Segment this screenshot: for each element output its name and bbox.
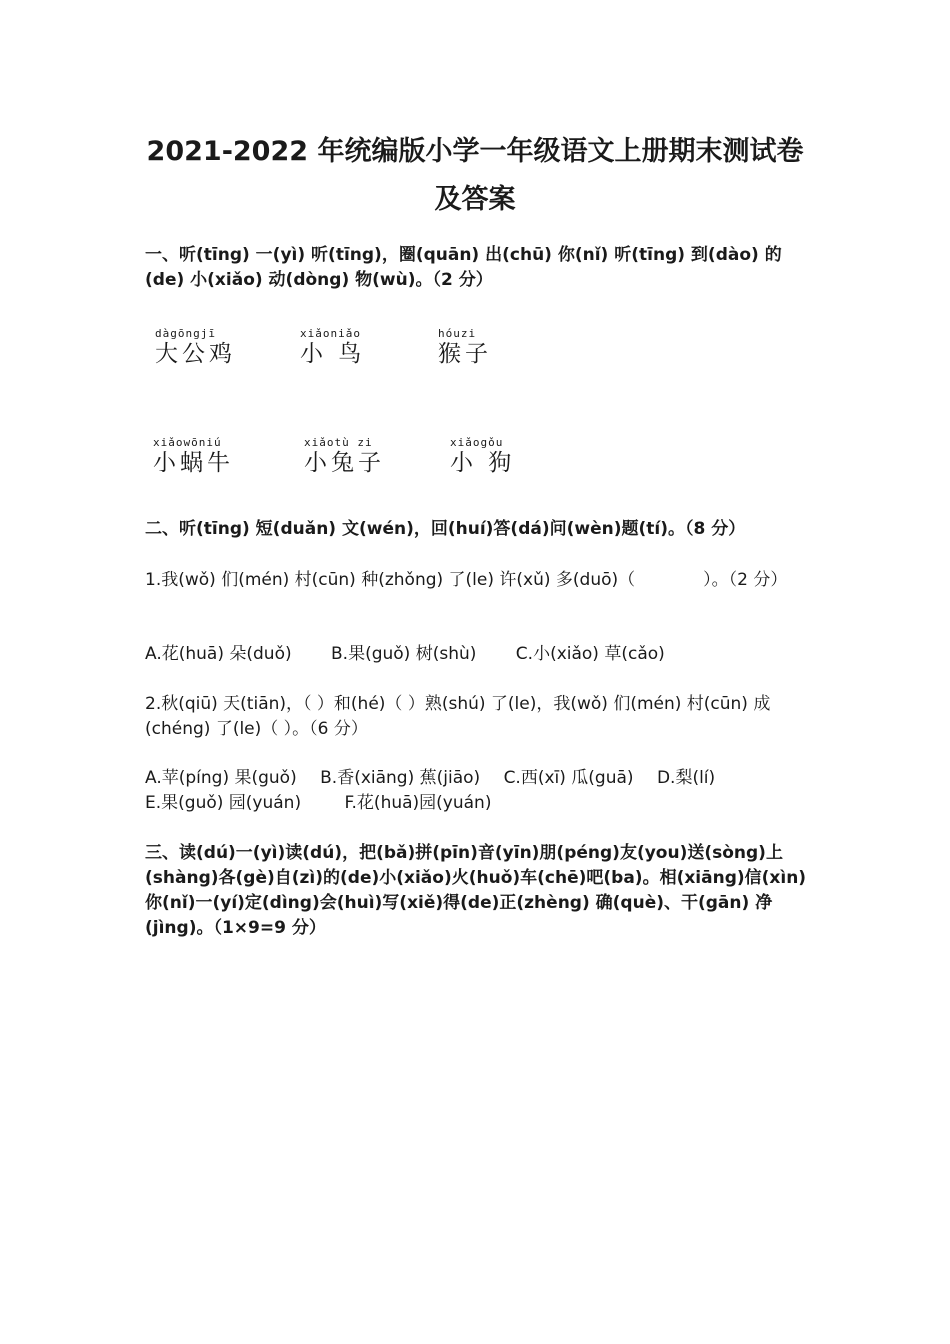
pinyin: xiǎoniǎo <box>300 327 361 340</box>
title-line-2: 及答案 <box>434 184 516 215</box>
animal-word-bird <box>300 327 365 368</box>
question-2-2-text: 2.秋(qiū) 天(tiān)，（ ）和(hé)（ ）熟(shú) 了(le)，我(wǒ) 们(mén) 村(cūn) 成(chéng) 了(le)（ ）。（6 分） <box>145 694 771 739</box>
option-d: D.梨(lí) <box>656 768 716 788</box>
question-3-heading: 三、读(dú)一(yì)读(dú)，把(bǎ)拼(pīn)音(yīn)朋(péng)友(you)送(sòng)上(shàng)各(gè)自(zì)的(de)小(xiǎo)火(huǒ)车(chē)吧(ba)。相(xiāng)信(xìn)你(nǐ)一(yí)定(dìng)会(huì)写(xiě)得(de)正(zhèng) 确(què)、干(gān) 净(jìng)。（1×9=9 分） <box>145 843 807 938</box>
pinyin: xiǎogǒu <box>450 436 504 449</box>
option-a: A.苹(píng) 果(guǒ) <box>145 768 297 788</box>
pinyin: xiǎotù zi <box>304 436 373 449</box>
hanzi: 猴子 <box>438 341 492 367</box>
pinyin: xiǎowōniú <box>153 436 222 449</box>
question-1-heading: 一、听(tīng) 一(yì) 听(tīng)，圈(quān) 出(chū) 你(nǐ) 听(tīng) 到(dào) 的(de) 小(xiǎo) 动(dòng) 物(wù)。（2 分） <box>145 245 782 290</box>
hanzi: 小兔子 <box>304 450 385 476</box>
animal-word-monkey <box>438 327 492 368</box>
pinyin: dàgōngjī <box>155 327 216 340</box>
question-2-2-options <box>145 766 810 816</box>
question-2-1-options <box>145 642 810 667</box>
option-a: A.花(huā) 朵(duǒ) <box>145 644 292 664</box>
animal-word-puppy <box>450 436 515 477</box>
hanzi: 小 鸟 <box>300 341 366 367</box>
title-line-1: 2021-2022 年统编版小学一年级语文上册期末测试卷 <box>146 136 804 167</box>
option-b: B.果(guǒ) 树(shù) <box>331 644 477 664</box>
animal-word-rabbit <box>304 436 385 477</box>
page-title <box>100 128 850 224</box>
option-c: C.西(xī) 瓜(guā) <box>503 768 634 788</box>
animal-word-rooster <box>155 327 236 368</box>
hanzi: 大公鸡 <box>155 341 236 367</box>
option-e: E.果(guǒ) 园(yuán) <box>145 793 302 813</box>
option-c: C.小(xiǎo) 草(cǎo) <box>515 644 665 664</box>
question-2-1-text: 1.我(wǒ) 们(mén) 村(cūn) 种(zhǒng) 了(le) 许(xǔ) 多(duō)（ ）。（2 分） <box>145 570 788 590</box>
question-2-heading: 二、听(tīng) 短(duǎn) 文(wén)，回(huí)答(dá)问(wèn)题(tí)。（8 分） <box>145 519 746 539</box>
hanzi: 小蜗牛 <box>153 450 234 476</box>
option-b: B.香(xiāng) 蕉(jiāo) <box>320 768 481 788</box>
animal-word-snail <box>153 436 234 477</box>
option-f: F.花(huā)园(yuán) <box>344 793 492 813</box>
pinyin: hóuzi <box>438 327 477 340</box>
hanzi: 小 狗 <box>450 450 516 476</box>
